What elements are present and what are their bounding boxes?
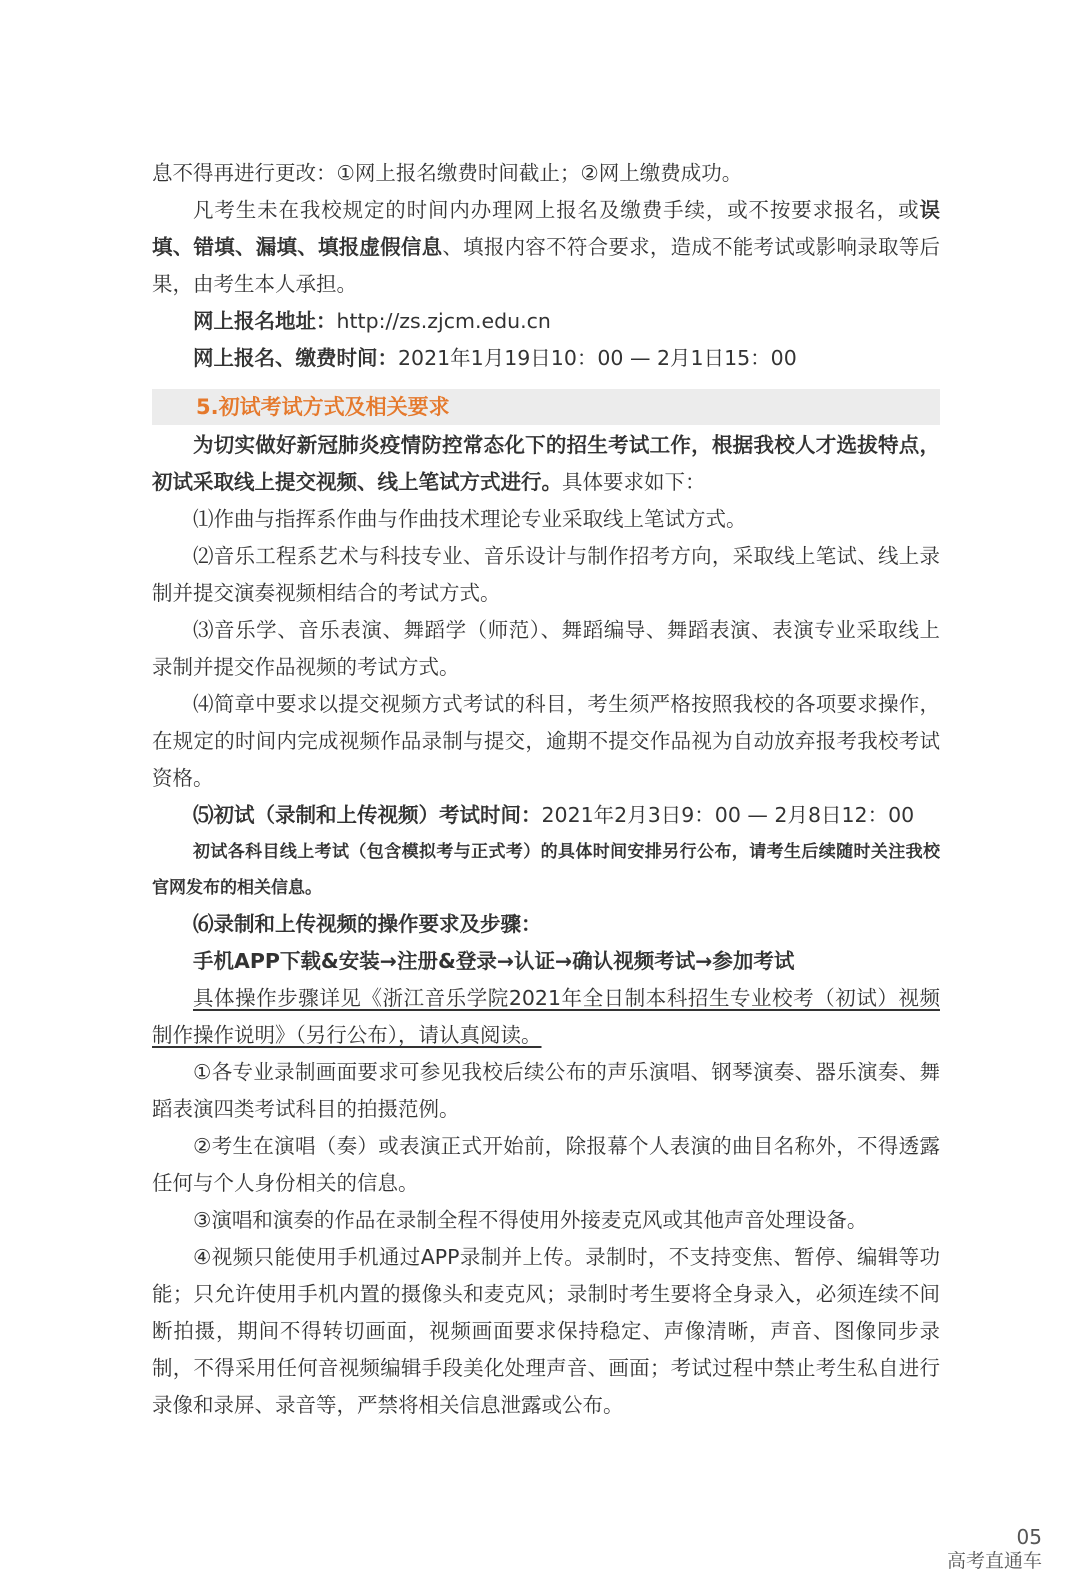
address-link[interactable]: http://zs.zjcm.edu.cn — [336, 309, 551, 333]
paragraph-consequence — [152, 192, 940, 303]
time-value: 2021年1月19日10：00 — 2月1日15：00 — [398, 346, 797, 370]
intro-tail: 具体要求如下： — [562, 470, 706, 494]
page-footer — [947, 1525, 1042, 1573]
consequence-bold: 误填、错填、漏填、填报虚假信息 — [152, 198, 940, 259]
detail-link[interactable]: 具体操作步骤详见《浙江音乐学院2021年全日制本科招生专业校考（初试）视频制作操作说明》（另行公布），请认真阅读。 — [152, 986, 940, 1047]
page-number: 05 — [1016, 1525, 1042, 1549]
page-content — [152, 155, 940, 1424]
steps-flow: 手机APP下载&安装→注册&登录→认证→确认视频考试→参加考试 — [193, 949, 795, 973]
section-title: 5.初试考试方式及相关要求 — [152, 389, 940, 425]
item-5-label: ⑸初试（录制和上传视频）考试时间： — [193, 803, 542, 827]
consequence-text-start: 凡考生未在我校规定的时间内办理网上报名及缴费手续，或不按要求报名，或 — [193, 198, 920, 222]
paragraph-deadline: 息不得再进行更改：①网上报名缴费时间截止；②网上缴费成功。 — [152, 161, 743, 185]
paragraph-intro — [152, 427, 940, 501]
consequence-text-end: 、填报内容不符合要求，造成不能考试或影响录取等后果，由考生本人承担。 — [152, 235, 940, 296]
item-4: ⑷简章中要求以提交视频方式考试的科目，考生须严格按照我校的各项要求操作，在规定的时间内完成视频作品录制与提交，逾期不提交作品视为自动放弃报考我校考试资格。 — [152, 692, 940, 790]
time-label: 网上报名、缴费时间： — [193, 346, 398, 370]
item-5 — [152, 797, 940, 834]
requirement-3: ③演唱和演奏的作品在录制全程不得使用外接麦克风或其他声音处理设备。 — [193, 1208, 868, 1232]
requirement-2: ②考生在演唱（奏）或表演正式开始前，除报幕个人表演的曲目名称外，不得透露任何与个人身份相关的信息。 — [152, 1134, 940, 1195]
item-1: ⑴作曲与指挥系作曲与作曲技术理论专业采取线上笔试方式。 — [193, 507, 747, 531]
requirement-4: ④视频只能使用手机通过APP录制并上传。录制时，不支持变焦、暂停、编辑等功能；只允许使用手机内置的摄像头和麦克风；录制时考生要将全身录入，必须连续不间断拍摄，期间不得转切画面，视频画面要求保持稳定、声像清晰，声音、图像同步录制，不得采用任何音视频编辑手段美化处理声音、画面；考试过程中禁止考生私自进行录像和录屏、录音等，严禁将相关信息泄露或公布。 — [152, 1245, 940, 1417]
item-2: ⑵音乐工程系艺术与科技专业、音乐设计与制作招考方向，采取线上笔试、线上录制并提交演奏视频相结合的考试方式。 — [152, 544, 940, 605]
requirement-1: ①各专业录制画面要求可参见我校后续公布的声乐演唱、钢琴演奏、器乐演奏、舞蹈表演四类考试科目的拍摄范例。 — [152, 1060, 940, 1121]
brand-watermark: 高考直通车 — [946, 1550, 1042, 1572]
item-3: ⑶音乐学、音乐表演、舞蹈学（师范）、舞蹈编导、舞蹈表演、表演专业采取线上录制并提交作品视频的考试方式。 — [152, 618, 940, 679]
registration-address — [152, 303, 940, 340]
registration-time — [152, 340, 940, 377]
item-6: ⑹录制和上传视频的操作要求及步骤： — [193, 912, 542, 936]
intro-bold: 为切实做好新冠肺炎疫情防控常态化下的招生考试工作，根据我校人才选拔特点，初试采取线上提交视频、线上笔试方式进行。 — [152, 433, 940, 494]
item-5-value: 2021年2月3日9：00 — 2月8日12：00 — [541, 803, 915, 827]
notice: 初试各科目线上考试（包含模拟考与正式考）的具体时间安排另行公布，请考生后续随时关注我校官网发布的相关信息。 — [152, 842, 940, 898]
address-label: 网上报名地址： — [193, 309, 337, 333]
